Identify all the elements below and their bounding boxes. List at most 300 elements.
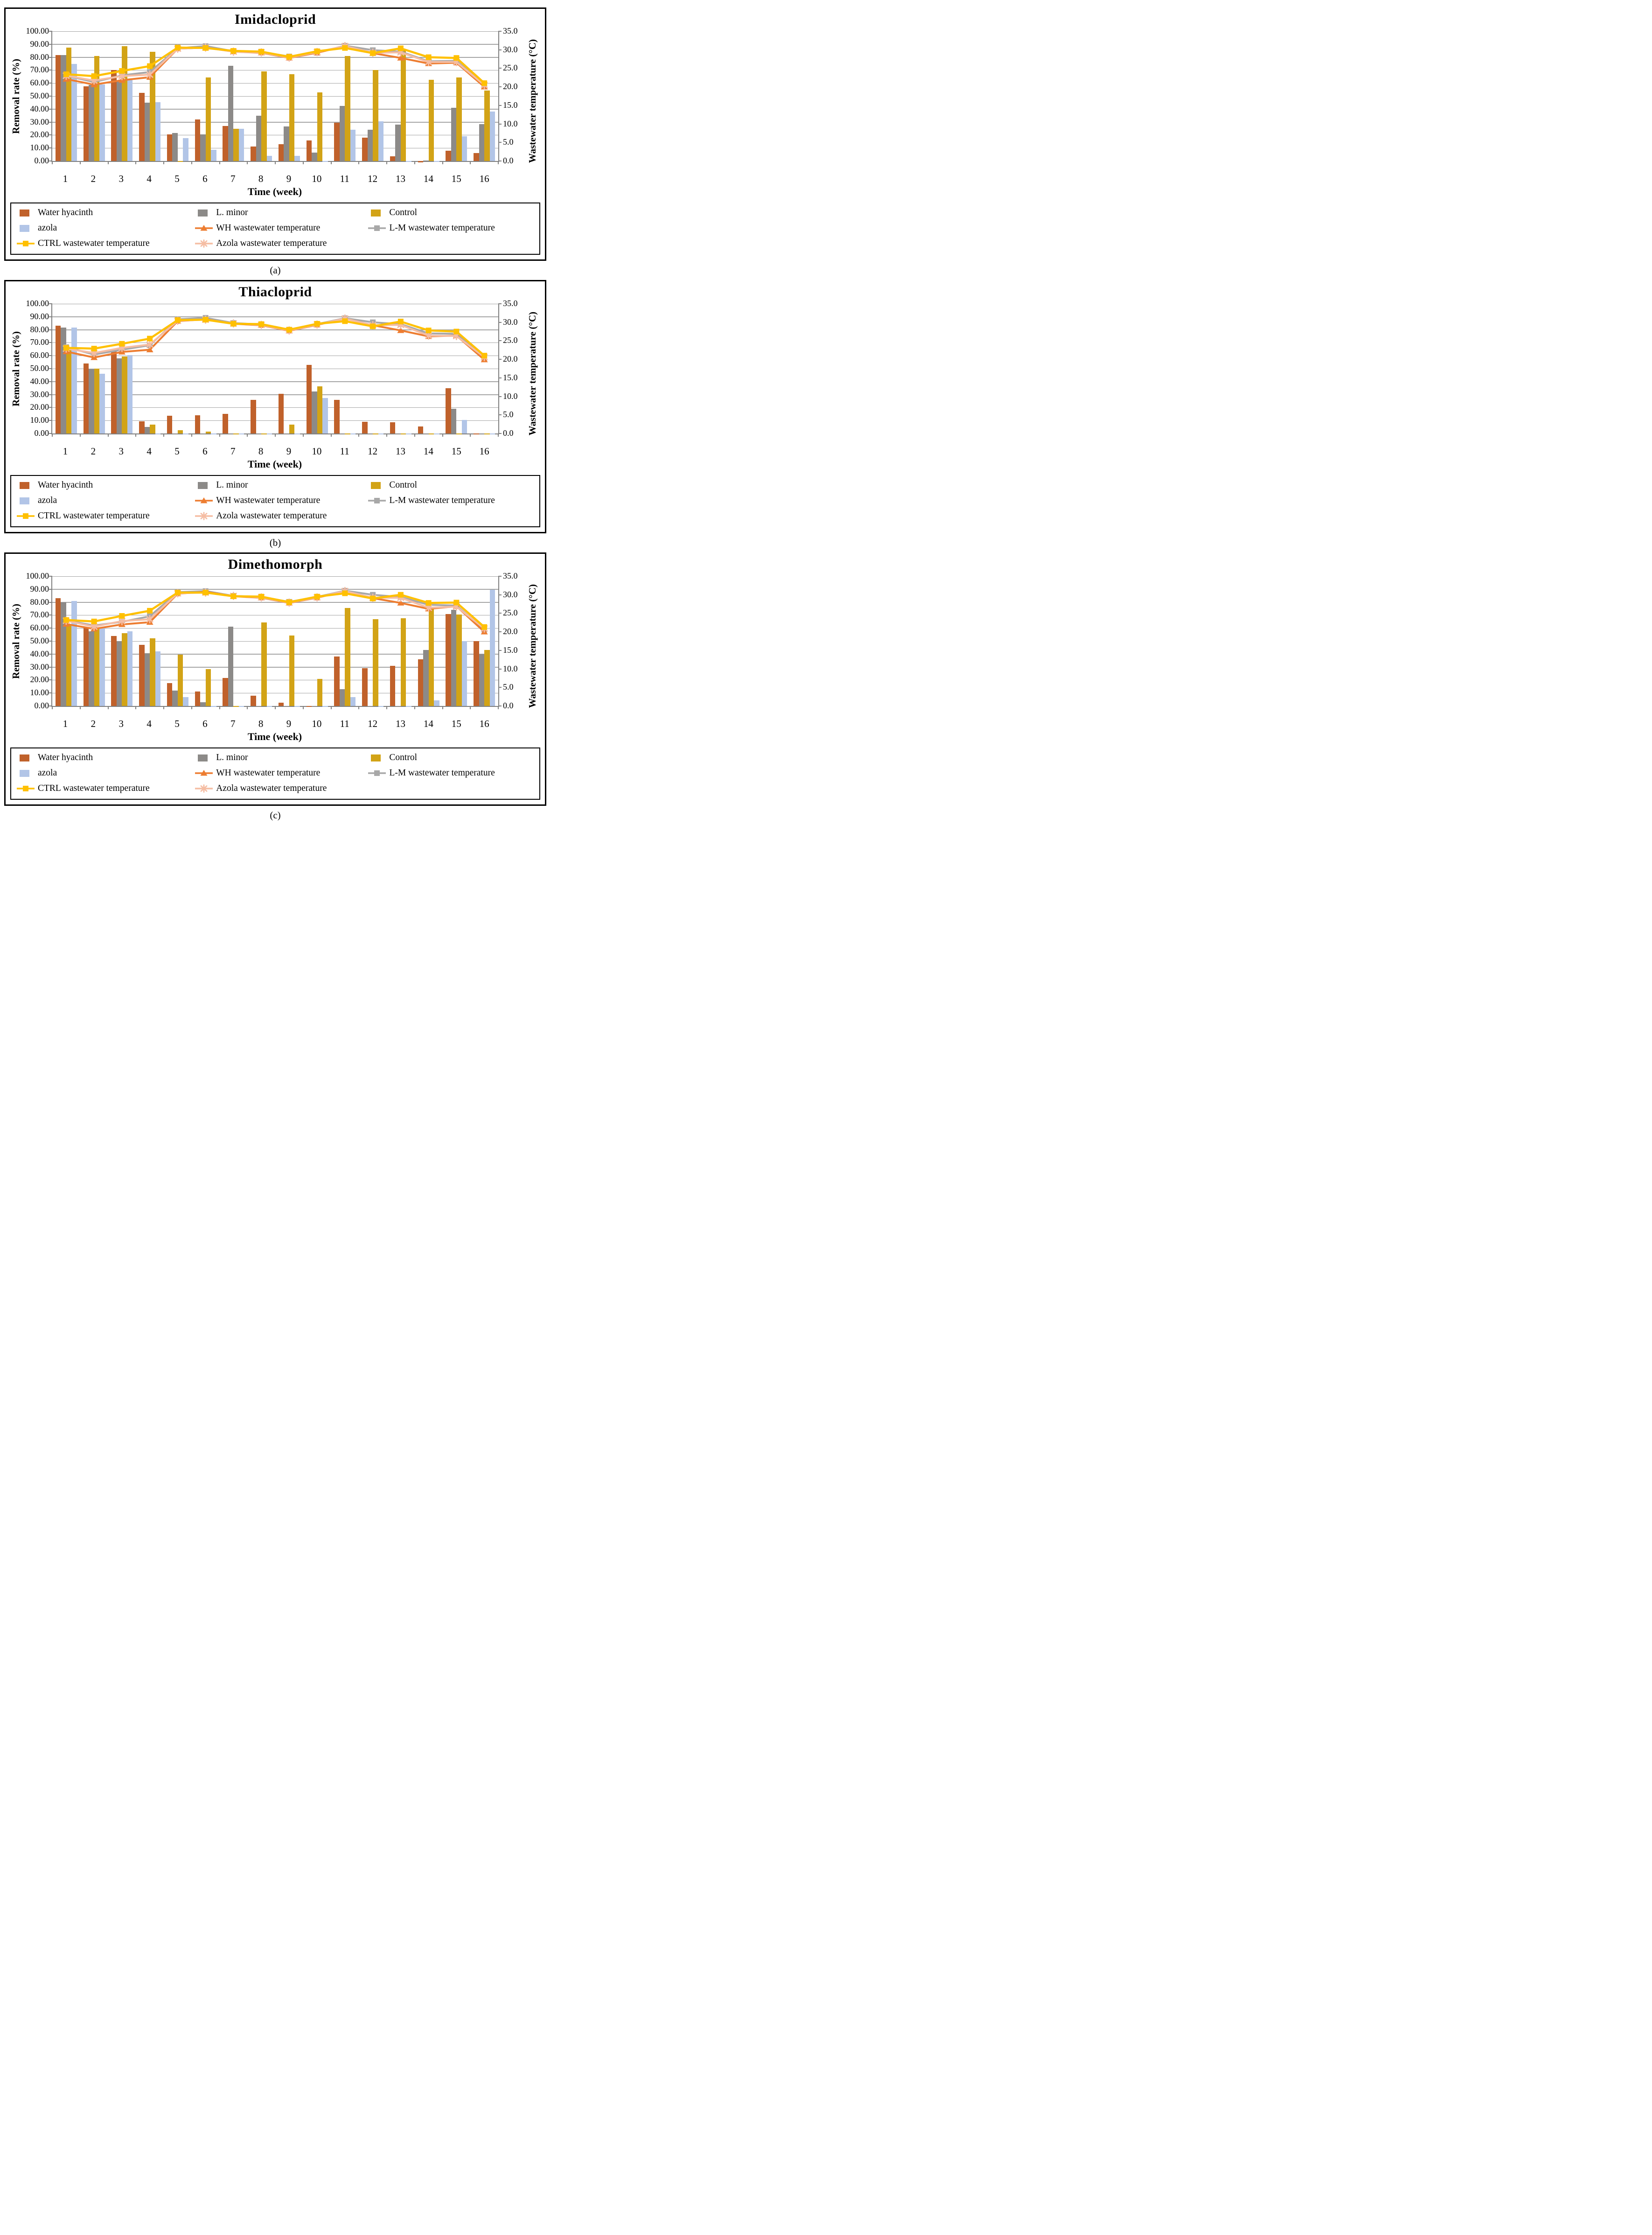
- left-axis-title: Removal rate (%): [10, 603, 21, 679]
- bar-azola-week-9: [294, 433, 300, 434]
- legend-item: [17, 208, 195, 218]
- right-axis-tick-label: 15.0: [503, 372, 518, 382]
- legend-item-label: Azola wastewater temperature: [216, 511, 327, 521]
- legend-item: [195, 768, 368, 778]
- temperature-line-ctrl: [66, 593, 484, 627]
- azola-temperature-marker-icon: [195, 239, 213, 248]
- x-axis-tick-label: 13: [395, 446, 405, 457]
- x-axis-tick-mark: [52, 433, 53, 437]
- azola-swatch-icon: [17, 224, 35, 233]
- x-axis-tick-mark: [358, 433, 359, 437]
- x-axis-tick-mark: [470, 433, 471, 437]
- x-axis-tick-label: 8: [258, 173, 264, 184]
- x-axis-tick-mark: [386, 433, 387, 437]
- x-axis-tick-label: 1: [63, 173, 68, 184]
- legend-box: [10, 203, 540, 255]
- legend-item: [368, 496, 534, 506]
- x-axis-tick-mark: [386, 706, 387, 709]
- x-axis-tick-mark: [135, 433, 136, 437]
- x-axis-tick-label: 9: [286, 446, 292, 457]
- x-axis-tick-mark: [80, 706, 81, 709]
- temperature-line-wh: [66, 319, 484, 360]
- legend-item: [195, 496, 368, 506]
- chart-body: [9, 299, 541, 444]
- legend-item-label: WH wastewater temperature: [216, 223, 321, 233]
- temperature-line-ctrl-marker-icon: [147, 63, 153, 69]
- water-hyacinth-swatch-icon: [17, 481, 35, 490]
- temperature-line-ctrl-marker-icon: [286, 54, 292, 60]
- x-axis-tick-mark: [275, 433, 276, 437]
- bar-azola-week-7: [239, 433, 244, 434]
- x-axis-tick-label: 6: [202, 173, 208, 184]
- legend-item-label: CTRL wastewater temperature: [38, 238, 150, 248]
- bar-azola-week-8: [267, 433, 272, 434]
- x-axis-tick-labels: [51, 446, 498, 457]
- temperature-line-ctrl-marker-icon: [426, 600, 432, 606]
- bar-l-minor-week-12: [368, 433, 373, 434]
- right-axis-tick-label: 30.0: [503, 317, 518, 327]
- x-axis-tick-mark: [498, 433, 499, 437]
- x-axis-tick-mark: [275, 706, 276, 709]
- left-axis-tick-label: 30.00: [30, 117, 49, 126]
- temperature-line-ctrl-marker-icon: [398, 319, 404, 324]
- right-axis-tick-label: 15.0: [503, 645, 518, 655]
- x-axis-tick-label: 5: [174, 446, 180, 457]
- x-axis-tick-label: 12: [368, 718, 378, 729]
- l-minor-swatch-icon: [195, 481, 213, 490]
- x-axis-tick-labels: [51, 173, 498, 185]
- left-axis-tick-mark: [49, 667, 52, 668]
- ctrl-temperature-marker-icon-marker-icon: [23, 513, 28, 519]
- bar-azola-week-4: [155, 433, 161, 434]
- temperature-line-ctrl-marker-icon: [342, 591, 348, 596]
- x-axis-tick-mark: [219, 433, 220, 437]
- bar-azola-week-6: [211, 706, 216, 707]
- bar-azola-week-6: [211, 433, 216, 434]
- bar-control-week-12: [373, 433, 378, 434]
- legend-item: [17, 238, 195, 249]
- plot-area: [51, 304, 499, 434]
- x-axis-tick-mark: [247, 161, 248, 164]
- left-axis-tick-mark: [49, 641, 52, 642]
- x-axis-tick-mark: [191, 433, 192, 437]
- x-axis-tick-label: 14: [423, 446, 433, 457]
- bar-control-week-16: [484, 433, 490, 434]
- ctrl-temperature-marker-icon-marker-icon: [23, 241, 28, 246]
- ctrl-temperature-marker-icon: [17, 239, 35, 248]
- left-axis-tick-labels: [22, 571, 51, 710]
- right-axis-tick-label: 10.0: [503, 664, 518, 673]
- left-axis-tick-label: 10.00: [30, 415, 49, 425]
- temperature-line-ctrl-marker-icon: [314, 594, 320, 600]
- legend-item-label: Control: [389, 753, 418, 762]
- left-axis-tick-mark: [49, 420, 52, 421]
- x-axis-title: Time (week): [247, 458, 302, 470]
- temperature-line-ctrl-marker-icon: [175, 590, 181, 595]
- plot-area: [51, 576, 499, 707]
- temperature-line-ctrl-marker-icon: [286, 327, 292, 333]
- x-axis-tick-label: 4: [146, 718, 152, 729]
- left-axis-title: Removal rate (%): [10, 58, 21, 134]
- left-axis-tick-mark: [49, 692, 52, 693]
- right-axis-tick-label: 0.0: [503, 701, 514, 710]
- legend-item-label: azola: [38, 223, 57, 233]
- legend-item-label: Azola wastewater temperature: [216, 783, 327, 793]
- x-axis-tick-label: 5: [174, 718, 180, 729]
- x-axis-tick-mark: [498, 706, 499, 709]
- x-axis-tick-mark: [163, 161, 164, 164]
- legend-item-label: Water hyacinth: [38, 753, 93, 762]
- temperature-lines-overlay: [52, 31, 498, 161]
- x-axis-tick-mark: [80, 161, 81, 164]
- bar-l-minor-week-16: [479, 433, 485, 434]
- temperature-line-ctrl-marker-icon: [314, 49, 320, 54]
- left-axis-tick-mark: [49, 316, 52, 317]
- left-axis-tick-label: 40.00: [30, 104, 49, 113]
- x-axis-tick-mark: [303, 433, 304, 437]
- azola-swatch-icon: [17, 496, 35, 505]
- legend-item: [195, 753, 368, 763]
- x-axis-tick-label: 10: [312, 446, 322, 457]
- bar-water-hyacinth-week-16: [474, 433, 479, 434]
- bar-l-minor-week-10: [312, 706, 317, 707]
- x-axis-tick-mark: [163, 706, 164, 709]
- legend-item: [17, 753, 195, 763]
- legend-item: [195, 480, 368, 490]
- x-axis-tick-label: 16: [479, 718, 489, 729]
- legend-box: [10, 747, 540, 800]
- temperature-line-ctrl-marker-icon: [203, 590, 209, 595]
- temperature-lines-overlay: [52, 304, 498, 433]
- right-axis-tick-label: 15.0: [503, 100, 518, 110]
- legend-item-label: CTRL wastewater temperature: [38, 783, 150, 793]
- temperature-lines-overlay: [52, 576, 498, 706]
- x-axis-tick-mark: [52, 706, 53, 709]
- wh-temperature-marker-icon: [195, 224, 213, 233]
- legend-item: [195, 238, 368, 249]
- lm-temperature-marker-icon-marker-icon: [374, 770, 380, 776]
- legend-item: [17, 496, 195, 506]
- legend-item-label: L-M wastewater temperature: [389, 223, 495, 233]
- temperature-line-ctrl-marker-icon: [426, 55, 432, 60]
- temperature-line-ctrl-marker-icon: [91, 346, 97, 351]
- control-swatch-icon: [368, 208, 386, 217]
- l-minor-swatch-icon: [195, 208, 213, 217]
- x-axis-tick-label: 15: [451, 173, 461, 184]
- figure-three-pesticide-charts: [0, 0, 551, 826]
- x-axis-tick-labels: [51, 718, 498, 730]
- bar-l-minor-week-8: [256, 706, 262, 707]
- bar-water-hyacinth-week-10: [307, 706, 312, 707]
- left-axis-tick-mark: [49, 134, 52, 135]
- temperature-line-ctrl-marker-icon: [63, 617, 69, 623]
- legend-item-label: Control: [389, 208, 418, 217]
- legend-item: [17, 223, 195, 233]
- bar-azola-week-13: [406, 706, 411, 707]
- x-axis-tick-mark: [386, 161, 387, 164]
- x-axis-tick-mark: [52, 161, 53, 164]
- chart-panel-imidacloprid: [4, 7, 546, 261]
- chart-title: Dimethomorph: [228, 557, 323, 572]
- bar-azola-week-7: [239, 706, 244, 707]
- lm-temperature-marker-icon-marker-icon: [374, 498, 380, 503]
- left-axis-tick-label: 90.00: [30, 584, 49, 594]
- left-axis-tick-label: 50.00: [30, 636, 49, 645]
- bar-azola-week-13: [406, 433, 411, 434]
- legend-item-label: L. minor: [216, 208, 248, 217]
- x-axis-tick-label: 16: [479, 446, 489, 457]
- panel-caption-a: (a): [270, 265, 281, 276]
- x-axis-title: Time (week): [247, 186, 302, 197]
- right-axis-tick-label: 0.0: [503, 428, 514, 438]
- x-axis-tick-label: 11: [340, 173, 349, 184]
- right-axis-tick-label: 25.0: [503, 335, 518, 345]
- x-axis-tick-label: 2: [91, 718, 96, 729]
- right-axis-tick-label: 25.0: [503, 63, 518, 73]
- left-axis-tick-mark: [49, 628, 52, 629]
- temperature-line-azola: [66, 591, 484, 629]
- x-axis-tick-label: 5: [174, 173, 180, 184]
- x-axis-tick-label: 15: [451, 718, 461, 729]
- left-axis-tick-label: 40.00: [30, 376, 49, 386]
- right-axis-tick-label: 30.0: [503, 44, 518, 54]
- ctrl-temperature-marker-icon: [17, 784, 35, 793]
- temperature-line-ctrl-marker-icon: [370, 323, 376, 329]
- x-axis-tick-mark: [498, 161, 499, 164]
- temperature-line-ctrl-marker-icon: [230, 594, 236, 599]
- right-axis-tick-label: 0.0: [503, 156, 514, 165]
- lm-temperature-marker-icon: [368, 768, 386, 778]
- legend-item-label: Azola wastewater temperature: [216, 238, 327, 248]
- wh-temperature-marker-icon: [195, 768, 213, 778]
- right-axis-tick-label: 5.0: [503, 137, 514, 147]
- bar-control-week-7: [233, 433, 239, 434]
- x-axis-tick-mark: [442, 706, 443, 709]
- legend-item: [368, 223, 534, 233]
- left-axis-tick-labels: [22, 26, 51, 165]
- bar-l-minor-week-8: [256, 433, 262, 434]
- left-axis-tick-label: 50.00: [30, 91, 49, 100]
- x-axis-tick-label: 7: [230, 718, 236, 729]
- legend-item: [368, 208, 534, 218]
- legend-item-label: Water hyacinth: [38, 208, 93, 217]
- left-axis-tick-mark: [49, 368, 52, 369]
- bar-control-week-14: [429, 433, 434, 434]
- temperature-line-ctrl-marker-icon: [258, 49, 264, 55]
- left-axis-tick-mark: [49, 329, 52, 330]
- panel-caption-b: (b): [269, 537, 281, 548]
- chart-panel-thiacloprid: [4, 280, 546, 533]
- lm-temperature-marker-icon: [368, 496, 386, 505]
- temperature-line-ctrl-marker-icon: [398, 46, 404, 51]
- bar-azola-week-16: [490, 433, 495, 434]
- x-axis-tick-mark: [108, 433, 109, 437]
- temperature-line-ctrl-marker-icon: [398, 592, 404, 598]
- x-axis-tick-label: 14: [423, 173, 433, 184]
- legend-box: [10, 475, 540, 527]
- x-axis-tick-mark: [414, 161, 415, 164]
- temperature-line-ctrl-marker-icon: [63, 345, 69, 351]
- temperature-line-ctrl-marker-icon: [453, 600, 459, 605]
- bar-azola-week-5: [183, 433, 188, 434]
- right-axis-title: Wastewater temperature (°C): [526, 584, 538, 708]
- left-axis-tick-label: 30.00: [30, 389, 49, 399]
- x-axis-tick-label: 1: [63, 718, 68, 729]
- left-axis-tick-label: 60.00: [30, 350, 49, 360]
- temperature-line-ctrl-marker-icon: [175, 317, 181, 323]
- bar-azola-week-12: [378, 706, 384, 707]
- x-axis-tick-mark: [331, 433, 332, 437]
- x-axis-tick-mark: [442, 433, 443, 437]
- x-axis-tick-label: 15: [451, 446, 461, 457]
- right-axis-tick-label: 20.0: [503, 627, 518, 636]
- temperature-line-ctrl-marker-icon: [230, 48, 236, 54]
- left-axis-tick-mark: [49, 342, 52, 343]
- left-axis-tick-label: 10.00: [30, 143, 49, 153]
- right-axis-tick-label: 20.0: [503, 82, 518, 91]
- bar-l-minor-week-13: [395, 433, 401, 434]
- x-axis-tick-label: 7: [230, 446, 236, 457]
- right-axis-title: Wastewater temperature (°C): [526, 312, 538, 436]
- legend-item-label: Control: [389, 480, 418, 490]
- legend-item: [17, 480, 195, 490]
- bar-l-minor-week-9: [284, 706, 289, 707]
- temperature-line-ctrl-marker-icon: [286, 600, 292, 605]
- left-axis-tick-label: 10.00: [30, 688, 49, 698]
- left-axis-tick-mark: [49, 654, 52, 655]
- legend-item: [195, 208, 368, 218]
- temperature-line-ctrl-marker-icon: [481, 353, 487, 358]
- x-axis-tick-mark: [303, 161, 304, 164]
- temperature-line-ctrl-marker-icon: [230, 321, 236, 327]
- temperature-line-ctrl-marker-icon: [175, 45, 181, 50]
- x-axis-tick-label: 6: [202, 718, 208, 729]
- legend-item: [17, 783, 195, 794]
- x-axis-tick-mark: [135, 161, 136, 164]
- x-axis-tick-mark: [108, 161, 109, 164]
- temperature-line-ctrl-marker-icon: [342, 45, 348, 51]
- bar-control-week-13: [401, 433, 406, 434]
- right-axis-title: Wastewater temperature (°C): [526, 39, 538, 163]
- temperature-line-wh: [66, 46, 484, 87]
- x-axis-tick-label: 2: [91, 173, 96, 184]
- bar-azola-week-10: [322, 161, 328, 162]
- azola-swatch-icon: [17, 768, 35, 778]
- x-axis-tick-mark: [191, 706, 192, 709]
- bar-azola-week-10: [322, 706, 328, 707]
- right-axis-tick-label: 10.0: [503, 119, 518, 128]
- right-axis-tick-label: 25.0: [503, 608, 518, 618]
- legend-item-label: WH wastewater temperature: [216, 496, 321, 505]
- ctrl-temperature-marker-icon: [17, 511, 35, 521]
- temperature-line-ctrl-marker-icon: [119, 68, 125, 74]
- x-axis-tick-mark: [247, 706, 248, 709]
- x-axis-tick-label: 9: [286, 718, 292, 729]
- left-axis-tick-mark: [49, 57, 52, 58]
- x-axis-tick-mark: [80, 433, 81, 437]
- left-axis-tick-mark: [49, 589, 52, 590]
- x-axis-tick-mark: [470, 161, 471, 164]
- x-axis-tick-label: 12: [368, 446, 378, 457]
- x-axis-tick-label: 6: [202, 446, 208, 457]
- wh-temperature-marker-icon: [195, 496, 213, 505]
- left-axis-tick-label: 80.00: [30, 52, 49, 62]
- left-axis-tick-mark: [49, 83, 52, 84]
- temperature-line-ctrl-marker-icon: [370, 50, 376, 56]
- x-axis-tick-label: 10: [312, 173, 322, 184]
- x-axis-tick-label: 1: [63, 446, 68, 457]
- temperature-line-ctrl: [66, 320, 484, 356]
- temperature-line-wh: [66, 591, 484, 632]
- right-axis-tick-label: 5.0: [503, 410, 514, 419]
- left-axis-tick-mark: [49, 96, 52, 97]
- left-axis-tick-mark: [49, 381, 52, 382]
- legend-item-label: L. minor: [216, 480, 248, 490]
- x-axis-tick-label: 3: [118, 446, 124, 457]
- x-axis-tick-label: 4: [146, 446, 152, 457]
- left-axis-tick-label: 80.00: [30, 324, 49, 334]
- water-hyacinth-swatch-icon: [17, 753, 35, 762]
- chart-title: Imidacloprid: [234, 12, 316, 27]
- x-axis-tick-mark: [470, 706, 471, 709]
- bar-azola-week-8: [267, 706, 272, 707]
- legend-item-label: L-M wastewater temperature: [389, 496, 495, 505]
- legend-item-label: Water hyacinth: [38, 480, 93, 490]
- left-axis-tick-mark: [49, 147, 52, 148]
- temperature-line-ctrl-marker-icon: [481, 80, 487, 86]
- x-axis-tick-mark: [303, 706, 304, 709]
- bar-l-minor-week-9: [284, 433, 289, 434]
- bar-l-minor-week-5: [172, 433, 178, 434]
- left-axis-tick-label: 40.00: [30, 649, 49, 658]
- x-axis-tick-label: 7: [230, 173, 236, 184]
- control-swatch-icon: [368, 753, 386, 762]
- bar-azola-week-9: [294, 706, 300, 707]
- right-axis-tick-label: 35.0: [503, 299, 518, 308]
- x-axis-tick-label: 2: [91, 446, 96, 457]
- temperature-line-ctrl-marker-icon: [203, 45, 209, 51]
- x-axis-tick-mark: [191, 161, 192, 164]
- ctrl-temperature-marker-icon-marker-icon: [23, 786, 28, 791]
- right-axis-tick-labels: [499, 299, 525, 438]
- bar-azola-week-11: [350, 433, 356, 434]
- bar-l-minor-week-14: [423, 433, 429, 434]
- bar-control-week-7: [233, 706, 239, 707]
- lm-temperature-marker-icon-marker-icon: [374, 225, 380, 231]
- temperature-line-ctrl-marker-icon: [453, 55, 459, 61]
- temperature-line-ctrl-marker-icon: [453, 329, 459, 335]
- x-axis-tick-label: 11: [340, 446, 349, 457]
- legend-item: [368, 480, 534, 490]
- legend-item: [17, 511, 195, 521]
- right-axis-tick-labels: [499, 571, 525, 710]
- left-axis-tick-label: 0.00: [34, 428, 49, 438]
- x-axis-tick-mark: [358, 706, 359, 709]
- right-axis-tick-label: 35.0: [503, 26, 518, 35]
- bar-azola-week-14: [434, 161, 439, 162]
- bar-l-minor-week-7: [228, 433, 234, 434]
- x-axis-tick-mark: [414, 706, 415, 709]
- bar-control-week-11: [345, 433, 350, 434]
- left-axis-title: Removal rate (%): [10, 331, 21, 406]
- x-axis-tick-label: 12: [368, 173, 378, 184]
- legend-item-label: L-M wastewater temperature: [389, 768, 495, 778]
- x-axis-tick-label: 4: [146, 173, 152, 184]
- bar-control-week-8: [261, 433, 267, 434]
- x-axis-tick-label: 13: [395, 173, 405, 184]
- chart-title: Thiacloprid: [238, 284, 312, 300]
- x-axis-tick-mark: [275, 161, 276, 164]
